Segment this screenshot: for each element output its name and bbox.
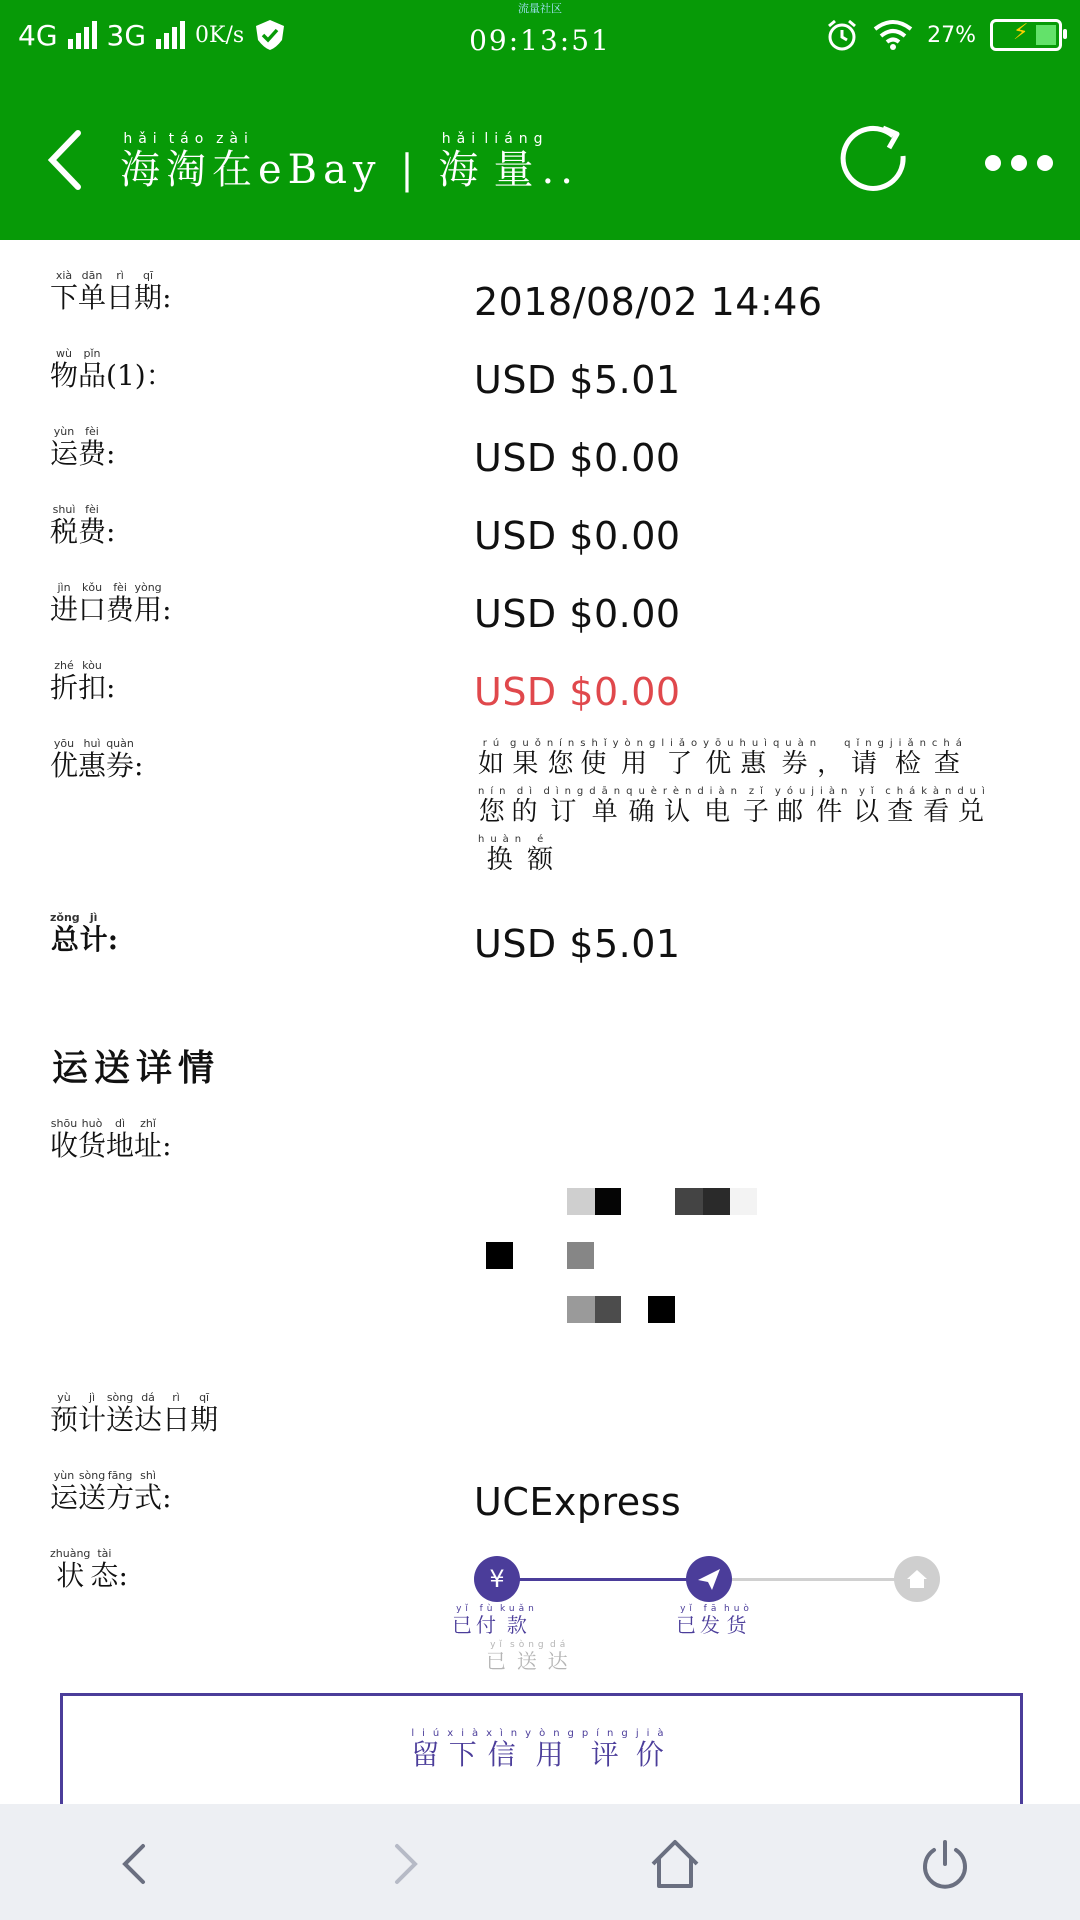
refresh-button[interactable] [835,120,915,200]
network-speed: 0K/s [195,22,245,48]
tax-value: USD $0.00 [474,514,681,558]
items-label: 物wù品pǐn(1)： [50,347,174,392]
eta-label: 预yù计jì送sòng达dá日rì期qī [50,1391,219,1436]
items-value: USD $5.01 [474,358,681,402]
home-icon [894,1556,940,1602]
import-fee-label: 进jìn口kǒu费fèi用yòng: [50,581,172,626]
credit-box [60,1693,1023,1806]
battery-icon: ⚡ [990,19,1062,51]
method-value: UCExpress [474,1480,682,1524]
back-button[interactable] [40,125,90,195]
battery-percent: 27% [927,22,976,48]
shipping-fee-label: 运yùn费fèi: [50,425,116,470]
order-date-value: 2018/08/02 14:46 [474,280,823,324]
status-time: 09:13:51 [469,24,611,57]
status-bar [0,0,1080,80]
dot-icon [1037,155,1053,171]
leave-feedback-button[interactable]: 留liú下xià信xìn用yòng评píng价jià [411,1728,672,1771]
dot-icon [985,155,1001,171]
method-label: 运yùn送sòng方fāng式shì: [50,1469,172,1514]
discount-label: 折zhé扣kòu: [50,659,116,704]
page-title: 海hǎi淘táo在zàieBay | 海hǎi量liáng.. [120,131,579,193]
network-4g: 4G [18,18,58,52]
tax-label: 税shuì费fèi: [50,503,116,548]
address-label: 收shōu货huò地dì址zhǐ: [50,1117,172,1162]
progress-track-done [497,1578,709,1581]
dot-icon [1011,155,1027,171]
wifi-icon [873,19,913,51]
network-3g: 3G [106,18,147,52]
step-delivered-label: 已yǐ送sòng达dá [486,1640,572,1673]
nav-back-button[interactable] [105,1834,165,1894]
step-paid-label: 已yǐ付fù款kuǎn [452,1604,538,1637]
bottom-navigation [0,1804,1080,1920]
alarm-icon [825,18,859,52]
header-bar [0,80,1080,240]
more-button[interactable] [985,155,1055,175]
order-date-label: 下xià单dān日rì期qī: [50,269,172,314]
shipping-section-title: 运送详情 [52,1047,221,1089]
yuan-icon: ¥ [474,1556,520,1602]
total-value: USD $5.01 [474,922,681,966]
coupon-text: 如rú果guǒ您nín使shǐ用yòng了liǎo优yōu惠huì券quàn，请qǐng检jiǎn查chá您nín的dì订dìng单dān确què认rèn电diàn子zǐ邮yóu件jiàn以yǐ查chá看kàn兑duì换huàn额é [478,738,991,875]
nav-home-button[interactable] [645,1834,705,1894]
total-label: 总zǒng计jì: [50,911,119,956]
nav-forward-button[interactable] [375,1834,435,1894]
coupon-label: 优yōu惠huì券quàn: [50,737,144,782]
plane-icon [686,1556,732,1602]
import-fee-value: USD $0.00 [474,592,681,636]
status-right [825,18,1062,52]
status-tiny-label: 流量社区 [518,2,562,15]
shipping-fee-value: USD $0.00 [474,436,681,480]
discount-value: USD $0.00 [474,670,681,714]
status-label: 状zhuàng态tài: [50,1547,128,1592]
step-shipped-label: 已yǐ发fā货huò [676,1604,753,1637]
nav-power-button[interactable] [915,1834,975,1894]
